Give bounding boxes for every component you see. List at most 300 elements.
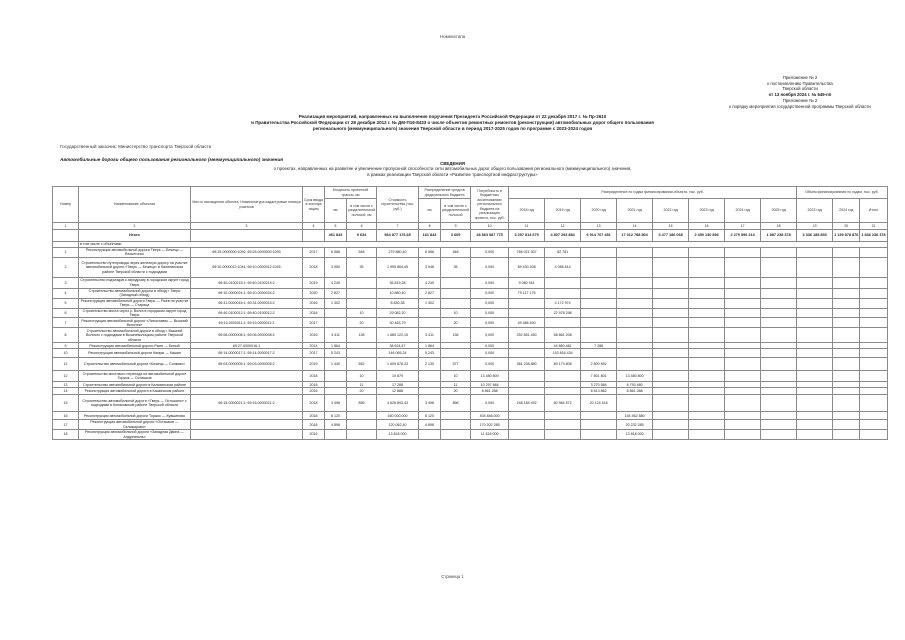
value-cell: [797, 358, 833, 371]
col-header-2019: 2019 год: [545, 199, 581, 223]
row-number: 18: [53, 430, 79, 440]
value-cell: [545, 318, 581, 328]
value-cell: 3 270 584: [581, 382, 617, 388]
value-cell: [761, 349, 797, 358]
value-cell: 652: [347, 358, 377, 371]
section-label: в том числе с объектами: [79, 242, 888, 248]
value-cell: 10 880,40: [377, 288, 419, 298]
column-number: 21: [860, 223, 887, 230]
value-cell: [581, 257, 617, 277]
column-number: 5: [325, 223, 347, 230]
value-cell: [617, 358, 653, 371]
value-cell: [860, 395, 887, 412]
row-number: 6: [53, 308, 79, 318]
value-cell: [581, 308, 617, 318]
value-cell: [653, 412, 689, 420]
value-cell: [509, 349, 545, 358]
value-cell: 10: [441, 308, 471, 318]
total-cell: 6 914 767 451: [581, 230, 617, 242]
column-number: 1: [53, 223, 79, 230]
value-cell: [860, 288, 887, 298]
value-cell: 10: [347, 371, 377, 382]
object-year: 2018: [303, 412, 325, 420]
value-cell: [689, 318, 725, 328]
value-cell: 3 946: [419, 257, 441, 277]
table-row: [53, 318, 888, 328]
value-cell: [725, 412, 761, 420]
value-cell: [653, 298, 689, 308]
value-cell: [653, 349, 689, 358]
document-caption: [200, 114, 705, 132]
value-cell: 0,000: [471, 358, 509, 371]
value-cell: [725, 248, 761, 258]
value-cell: 146 065,24: [377, 349, 419, 358]
value-cell: [581, 328, 617, 343]
col-header-2021: 2021 год: [617, 199, 653, 223]
value-cell: [509, 412, 545, 420]
value-cell: [581, 412, 617, 420]
value-cell: [347, 430, 377, 440]
value-cell: 20: [347, 388, 377, 395]
col-header-2025: 2025 год: [761, 199, 797, 223]
column-number: 19: [797, 223, 833, 230]
value-cell: [725, 430, 761, 440]
value-cell: 13 818 000: [617, 430, 653, 440]
value-cell: [347, 288, 377, 298]
value-cell: [797, 257, 833, 277]
row-number: 16: [53, 412, 79, 420]
object-name: Реконструкция автомобильной дороги Тверь — Бежецк — Весьегонск: [79, 248, 191, 258]
value-cell: [797, 277, 833, 288]
object-address: 69:25-0000000:1092; 69:25-0000000:1093: [191, 248, 303, 258]
value-cell: 548: [347, 248, 377, 258]
column-number: 13: [581, 223, 617, 230]
total-cell: 4 807 293 884: [545, 230, 581, 242]
value-cell: [347, 277, 377, 288]
value-cell: [653, 318, 689, 328]
col-header-2023: 2023 год: [689, 199, 725, 223]
value-cell: [689, 308, 725, 318]
object-year: 2018: [303, 420, 325, 430]
value-cell: 35: [347, 257, 377, 277]
value-cell: [797, 388, 833, 395]
total-cell: 1 887 238 378: [761, 230, 797, 242]
value-cell: [761, 277, 797, 288]
appendix-date: от 13 ноября 2024 г. № 649-пп: [768, 91, 832, 97]
value-cell: [797, 248, 833, 258]
column-number: 2: [79, 223, 191, 230]
column-number: 17: [725, 223, 761, 230]
value-cell: [860, 277, 887, 288]
value-cell: [860, 328, 887, 343]
value-cell: [581, 420, 617, 430]
value-cell: 36 819,28: [377, 277, 419, 288]
object-year: 2018: [303, 382, 325, 388]
value-cell: 136: [347, 328, 377, 343]
value-cell: [797, 298, 833, 308]
value-cell: [419, 308, 441, 318]
value-cell: [653, 328, 689, 343]
row-number: 11: [53, 358, 79, 371]
col-header-tail-group: Объем финансирования по годам, тыс. руб.: [797, 187, 888, 199]
value-cell: 60 984 572: [545, 395, 581, 412]
col-header-fed-a: км: [419, 199, 441, 223]
object-name: Строительство автомобильной дороги в обход г. Вышний Волочек с подходами в Вышневолоцком районе Тверской области: [79, 328, 191, 343]
object-name: Реконструкция автомобильной дороги «Осташков — Селижарово»: [79, 420, 191, 430]
value-cell: 1 864: [325, 343, 347, 349]
value-cell: [653, 308, 689, 318]
object-address: 69:03-0000005:1; 69:03-0000005:2: [191, 358, 303, 371]
value-cell: 577: [441, 358, 471, 371]
value-cell: 0,000: [471, 318, 509, 328]
value-cell: [545, 277, 581, 288]
table-title: [200, 161, 705, 177]
value-cell: 279 880,40: [377, 248, 419, 258]
col-header-t1: 2023 год: [797, 199, 833, 223]
value-cell: [419, 388, 441, 395]
value-cell: 404 846,000: [471, 412, 509, 420]
value-cell: 38 624,47: [377, 343, 419, 349]
value-cell: 9 080 941: [509, 277, 545, 288]
total-cell: 161 843: [419, 230, 441, 242]
value-cell: [761, 248, 797, 258]
value-cell: [441, 412, 471, 420]
value-cell: 29 082,20: [377, 308, 419, 318]
table-title-line: в рамках реализации Тверской области «Развитие транспортной инфраструктуры»: [367, 171, 538, 177]
column-number: 12: [545, 223, 581, 230]
total-cell: 28 863 087 775: [471, 230, 509, 242]
value-cell: 35: [441, 257, 471, 277]
table-row: [53, 288, 888, 298]
value-cell: 0,000: [471, 298, 509, 308]
column-number: 10: [471, 223, 509, 230]
value-cell: 4 086 814: [545, 257, 581, 277]
col-header-fed-b: в том числе с разделительной полосой: [441, 199, 471, 223]
object-year: 2020: [303, 288, 325, 298]
reform-line: Приложение № 2: [782, 98, 818, 103]
value-cell: [833, 395, 860, 412]
value-cell: [761, 298, 797, 308]
value-cell: 248 184 492: [509, 395, 545, 412]
value-cell: [833, 288, 860, 298]
table-row: [53, 358, 888, 371]
col-header-name: Наименование объектов: [79, 187, 191, 223]
value-cell: 82 781: [545, 248, 581, 258]
page-footer: Страница 1: [441, 574, 464, 579]
value-cell: [797, 371, 833, 382]
col-header-2018: 2018 год: [509, 199, 545, 223]
value-cell: 89 173 808: [545, 358, 581, 371]
col-header-year: Срок ввода в эксплуа тацию: [303, 187, 325, 223]
total-cell: 461 843: [325, 230, 347, 242]
value-cell: [761, 257, 797, 277]
value-cell: 2 827: [419, 288, 441, 298]
value-cell: 8 120: [325, 412, 347, 420]
value-cell: [761, 412, 797, 420]
total-cell: 3 477 186 068: [653, 230, 689, 242]
value-cell: [581, 349, 617, 358]
value-cell: [653, 358, 689, 371]
value-cell: 13 480 800: [617, 371, 653, 382]
value-cell: 11: [441, 382, 471, 388]
value-cell: 10 879: [377, 371, 419, 382]
value-cell: 1 689 122,15: [377, 328, 419, 343]
object-year: 2019: [303, 358, 325, 371]
value-cell: 136: [441, 328, 471, 343]
column-number: 15: [653, 223, 689, 230]
value-cell: [725, 257, 761, 277]
value-cell: 896: [441, 395, 471, 412]
caption-line: и Правительства Российской Федерации от 28 декабря 2012 г. № ДМ-П16-8433 о числе объектов ремонтных ремонтов (реконструкции) автомобильных дорог общего пользования: [251, 120, 654, 125]
table-title-line: о проектах, направленных на развитие и увеличение пропускной способности сети автомобильных дорог общего пользования регионального (межмуниципального) значения,: [273, 166, 632, 172]
value-cell: [509, 298, 545, 308]
value-cell: [797, 430, 833, 440]
value-cell: [325, 388, 347, 395]
value-cell: [689, 420, 725, 430]
value-cell: [761, 288, 797, 298]
value-cell: [347, 412, 377, 420]
value-cell: 1 995 864,45: [377, 257, 419, 277]
value-cell: [653, 277, 689, 288]
value-cell: [860, 318, 887, 328]
value-cell: [617, 318, 653, 328]
value-cell: [797, 328, 833, 343]
table-row: [53, 277, 888, 288]
value-cell: 8 830,38: [377, 298, 419, 308]
object-address: [191, 412, 303, 420]
value-cell: [545, 288, 581, 298]
row-number: 12: [53, 371, 79, 382]
value-cell: 4 172 974: [545, 298, 581, 308]
table-row: [53, 395, 888, 412]
value-cell: 1 864: [419, 343, 441, 349]
value-cell: [725, 358, 761, 371]
table-row: [53, 349, 888, 358]
value-cell: [441, 298, 471, 308]
value-cell: [860, 371, 887, 382]
value-cell: [689, 288, 725, 298]
top-mark: Hoмeкaтaпa: [439, 34, 466, 39]
value-cell: 10 297 684: [471, 382, 509, 388]
document-subtitle: Автомобильные дороги общего пользования регионального (межмуниципального) значения: [60, 157, 284, 162]
column-number: 11: [509, 223, 545, 230]
value-cell: 30 463,79: [377, 318, 419, 328]
value-cell: [653, 257, 689, 277]
object-year: 2014: [303, 343, 325, 349]
value-cell: [761, 388, 797, 395]
column-number: 9: [441, 223, 471, 230]
object-name: Реконструкция автомобильной дороги Ржев — Белый: [79, 343, 191, 349]
value-cell: 11: [347, 382, 377, 388]
column-number: 3: [191, 223, 303, 230]
col-header-2020: 2020 год: [581, 199, 617, 223]
total-no: [53, 230, 79, 242]
value-cell: [761, 430, 797, 440]
object-year: 2018: [303, 257, 325, 277]
value-cell: [653, 371, 689, 382]
value-cell: [689, 248, 725, 258]
value-cell: [441, 288, 471, 298]
value-cell: [797, 349, 833, 358]
value-cell: [833, 277, 860, 288]
value-cell: [545, 420, 581, 430]
value-cell: [761, 328, 797, 343]
value-cell: 2 130: [419, 358, 441, 371]
value-cell: [419, 371, 441, 382]
value-cell: 4 896: [325, 420, 347, 430]
column-number: 8: [419, 223, 441, 230]
object-name: Строительство моста через р. Волга в городском округе город Тверь: [79, 308, 191, 318]
total-cell: 9 634: [347, 230, 377, 242]
value-cell: [581, 288, 617, 298]
value-cell: 1 302: [325, 298, 347, 308]
value-cell: 17 288: [377, 382, 419, 388]
value-cell: 22 978 298: [545, 308, 581, 318]
value-cell: [325, 308, 347, 318]
col-header-t2: 2024 год: [833, 199, 860, 223]
value-cell: 3 950: [325, 257, 347, 277]
value-cell: [617, 257, 653, 277]
projects-table: [52, 186, 888, 440]
row-number: 1: [53, 248, 79, 258]
appendix-line: Приложение № 2: [782, 75, 818, 80]
value-cell: [860, 412, 887, 420]
col-header-2022: 2022 год: [653, 199, 689, 223]
value-cell: 5 243: [325, 349, 347, 358]
value-cell: [689, 349, 725, 358]
col-header-address: Место нахождения объекта, Номенклатура кадастровые номера участков: [191, 187, 303, 223]
object-year: 2017: [303, 349, 325, 358]
value-cell: [860, 430, 887, 440]
value-cell: [689, 328, 725, 343]
row-number: 15: [53, 395, 79, 412]
value-cell: [725, 328, 761, 343]
value-cell: [725, 308, 761, 318]
value-cell: [689, 430, 725, 440]
row-number: 8: [53, 328, 79, 343]
value-cell: [347, 420, 377, 430]
value-cell: [725, 318, 761, 328]
value-cell: [860, 257, 887, 277]
value-cell: [689, 298, 725, 308]
value-cell: 20: [441, 318, 471, 328]
value-cell: [761, 371, 797, 382]
row-number: 13: [53, 382, 79, 388]
appendix-line: к постановлению Правительства: [767, 80, 833, 86]
value-cell: [761, 358, 797, 371]
value-cell: 154 462 880: [617, 412, 653, 420]
table-row: [53, 257, 888, 277]
value-cell: 3 411: [325, 328, 347, 343]
object-address: [191, 430, 303, 440]
value-cell: [441, 277, 471, 288]
value-cell: [581, 277, 617, 288]
row-number: 3: [53, 277, 79, 288]
object-address: [191, 388, 303, 395]
total-row: [53, 230, 888, 242]
object-address: [191, 371, 303, 382]
value-cell: [725, 395, 761, 412]
col-header-reg-group: Распределение по годам финансирования объекта, тыс. руб.: [509, 187, 797, 199]
value-cell: [725, 388, 761, 395]
value-cell: 1 302: [419, 298, 441, 308]
value-cell: [581, 430, 617, 440]
row-number: 5: [53, 298, 79, 308]
value-cell: [689, 388, 725, 395]
value-cell: [689, 412, 725, 420]
value-cell: 2 827: [325, 288, 347, 298]
caption-line: регионального (межмуниципального) значения Тверской области в период 2017-2025 годов по программе с 2023-2024 годов: [312, 126, 593, 131]
column-number: 14: [617, 223, 653, 230]
value-cell: 7 288: [581, 343, 617, 349]
value-cell: [689, 395, 725, 412]
object-name: Строительство путепровода через железную дорогу на участке автомобильной дороги «Тверь — Бежецк» в Калининском районе Тверской области с подходами: [79, 257, 191, 277]
value-cell: [797, 395, 833, 412]
value-cell: [617, 288, 653, 298]
value-cell: [617, 395, 653, 412]
column-number-row: [53, 223, 888, 230]
object-name: Строительство автомобильной дороги «Бежецк — Сонково»: [79, 358, 191, 371]
value-cell: [797, 420, 833, 430]
object-year: 2018: [303, 395, 325, 412]
table-row: [53, 248, 888, 258]
value-cell: [617, 328, 653, 343]
column-number: 20: [833, 223, 860, 230]
object-address: 69:15-0000021:1; 69:15-0000021:2: [191, 395, 303, 412]
table-row: [53, 430, 888, 440]
object-address: 69:40-0100215:1; 69:40-0100215:2: [191, 277, 303, 288]
object-address: 69:10-0000024:1; 69:10-0000024:2: [191, 288, 303, 298]
value-cell: [617, 298, 653, 308]
value-cell: [761, 395, 797, 412]
table-row: [53, 308, 888, 318]
value-cell: 143 816 434: [545, 349, 581, 358]
value-cell: 8 861 288: [471, 388, 509, 395]
value-cell: [347, 349, 377, 358]
value-cell: [860, 349, 887, 358]
value-cell: 4 896: [419, 420, 441, 430]
object-year: 2017: [303, 318, 325, 328]
value-cell: [653, 420, 689, 430]
object-year: 2016: [303, 328, 325, 343]
value-cell: [581, 318, 617, 328]
object-name: Реконструкция автомобильной дороги Кимры — Кашин: [79, 349, 191, 358]
object-address: 69:40-0100012:1; 69:40-0100012:2: [191, 308, 303, 318]
reform-block: [720, 98, 880, 109]
value-cell: 766 021 307: [509, 248, 545, 258]
value-cell: [689, 277, 725, 288]
value-cell: [617, 248, 653, 258]
object-name: Реконструкция автомобильной дороги Торжок — Кувшиново: [79, 412, 191, 420]
total-cell: 17 012 788 804: [617, 230, 653, 242]
value-cell: 0,000: [471, 395, 509, 412]
row-number: 7: [53, 318, 79, 328]
value-cell: [797, 288, 833, 298]
total-cell: 1 836 236 378: [860, 230, 887, 242]
value-cell: [860, 420, 887, 430]
value-cell: [833, 420, 860, 430]
col-header-fed: Распределение средств федерального бюджета: [419, 187, 471, 199]
value-cell: 58 861 208: [545, 328, 581, 343]
value-cell: 89 430 408: [509, 257, 545, 277]
column-number: 16: [689, 223, 725, 230]
value-cell: 11 818 000: [471, 430, 509, 440]
value-cell: 120 062,40: [377, 420, 419, 430]
total-cell: 964 877 176,65: [377, 230, 419, 242]
value-cell: 20 124 416: [581, 395, 617, 412]
value-cell: [617, 308, 653, 318]
value-cell: [725, 349, 761, 358]
